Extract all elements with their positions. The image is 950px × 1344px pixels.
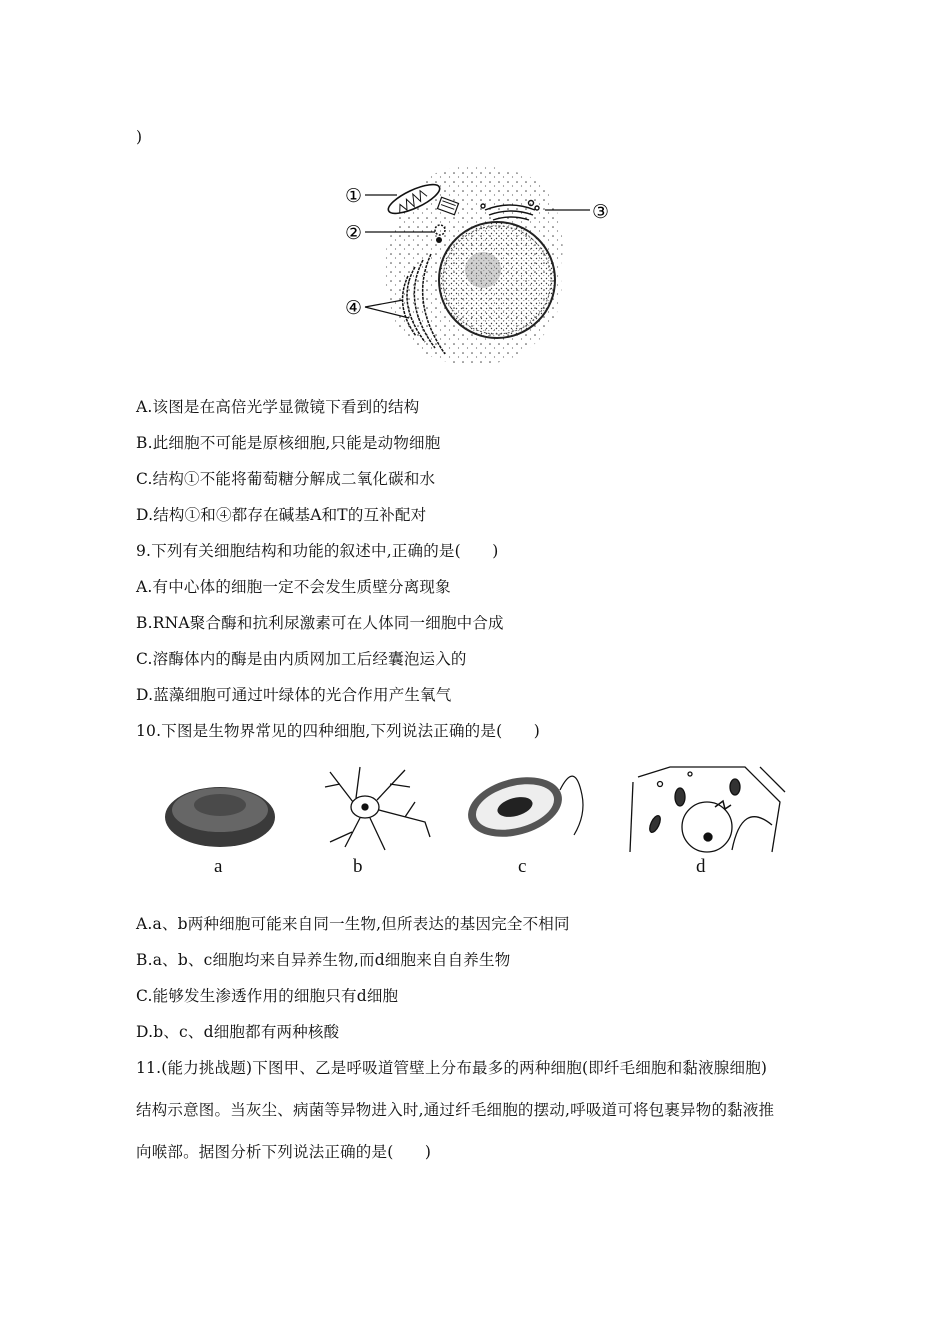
cell-label-b: b bbox=[353, 856, 363, 877]
q11-stem-line-2: 结构示意图。当灰尘、病菌等异物进入时,通过纤毛细胞的摆动,呼吸道可将包裹异物的黏液推 bbox=[136, 1101, 775, 1119]
label-1: ① bbox=[345, 185, 363, 207]
q11-stem-line-3: 向喉部。据图分析下列说法正确的是( ) bbox=[136, 1143, 432, 1161]
q10-stem: 10.下图是生物界常见的四种细胞,下列说法正确的是( ) bbox=[136, 722, 540, 740]
q8-option-a: A.该图是在高倍光学显微镜下看到的结构 bbox=[136, 398, 420, 416]
q9-option-d: D.蓝藻细胞可通过叶绿体的光合作用产生氧气 bbox=[136, 686, 452, 704]
nucleolus bbox=[465, 252, 501, 288]
animal-cell-figure bbox=[335, 152, 620, 372]
q11-stem-line-1: 11.(能力挑战题)下图甲、乙是呼吸道管壁上分布最多的两种细胞(即纤毛细胞和黏液腺细胞) bbox=[136, 1059, 768, 1077]
q8-option-d: D.结构①和④都存在碱基A和T的互补配对 bbox=[136, 506, 427, 524]
q8-option-c: C.结构①不能将葡萄糖分解成二氧化碳和水 bbox=[136, 470, 436, 488]
label-3: ③ bbox=[592, 201, 610, 223]
q10-option-a: A.a、b两种细胞可能来自同一生物,但所表达的基因完全不相同 bbox=[136, 915, 570, 933]
q9-stem: 9.下列有关细胞结构和功能的叙述中,正确的是( ) bbox=[136, 542, 499, 560]
q10-option-c: C.能够发生渗透作用的细胞只有d细胞 bbox=[136, 987, 399, 1005]
q10-option-d: D.b、c、d细胞都有两种核酸 bbox=[136, 1023, 340, 1041]
q9-option-a: A.有中心体的细胞一定不会发生质壁分离现象 bbox=[136, 578, 451, 596]
cell-label-d: d bbox=[696, 856, 706, 877]
previous-question-fragment: ) bbox=[136, 128, 143, 146]
cell-c-bacterium bbox=[461, 768, 583, 847]
cell-label-c: c bbox=[518, 856, 527, 877]
cell-a-red-blood-cell bbox=[165, 787, 275, 847]
label-2: ② bbox=[345, 222, 363, 244]
q9-option-b: B.RNA聚合酶和抗利尿激素可在人体同一细胞中合成 bbox=[136, 614, 504, 632]
cell-label-a: a bbox=[214, 856, 223, 877]
label-4: ④ bbox=[345, 297, 363, 319]
q8-option-b: B.此细胞不可能是原核细胞,只能是动物细胞 bbox=[136, 434, 441, 452]
cell-b-neuron bbox=[325, 767, 430, 850]
q9-option-c: C.溶酶体内的酶是由内质网加工后经囊泡运入的 bbox=[136, 650, 467, 668]
q10-option-b: B.a、b、c细胞均来自异养生物,而d细胞来自自养生物 bbox=[136, 951, 511, 969]
cell-d-plant-cell bbox=[630, 767, 785, 852]
four-cells-figure bbox=[160, 762, 790, 857]
